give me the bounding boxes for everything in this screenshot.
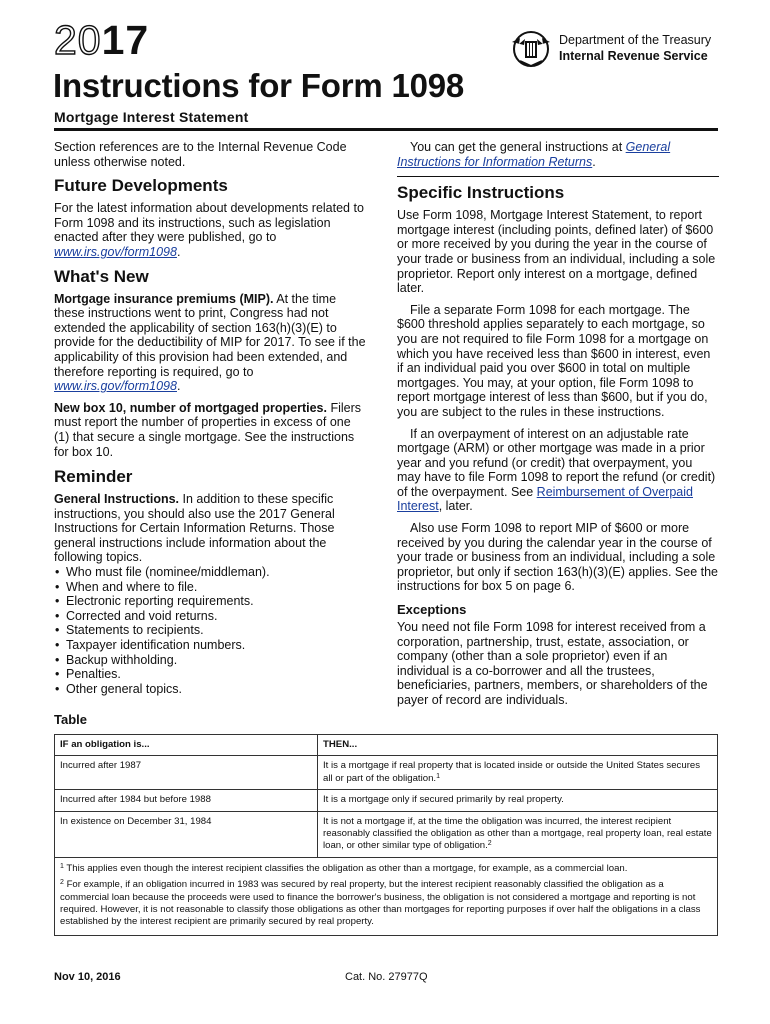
reimbursement-link[interactable]: Reimbursement of Overpaid Interest — [397, 484, 693, 514]
specific-instructions-heading: Specific Instructions — [397, 183, 565, 203]
table-row — [55, 790, 718, 811]
mortgage-table — [54, 734, 718, 936]
general-instructions-ref: You can get the general instructions at General Instructions for Information Returns. — [397, 140, 671, 169]
table-caption: Table — [54, 712, 87, 727]
list-item: • Statements to recipients. — [54, 623, 366, 638]
list-item: • Backup withholding. — [54, 653, 366, 668]
table-cell-result: It is a mortgage if real property that is located inside or outside the United States secures all or part of the obligation.$^1$ — [318, 756, 718, 790]
table-row — [55, 756, 718, 790]
table-cell-condition: Incurred after 1984 but before 1988 — [55, 790, 318, 811]
list-item: • Taxpayer identification numbers. — [54, 638, 366, 653]
specific-p2: File a separate Form 1098 for each mortgage. The $600 threshold applies separately to each mortgage, so you are not required to file Form 1098 for a mortgage on which you have received less than $600 in interest, even if an individual paid you over $600 in total on multiple mortgages. You may, at your option, file Form 1098 to report mortgage interest of less than $600, but if you do, you are subject to the rules in these instructions. — [397, 302, 711, 419]
year-prefix: 20 — [54, 17, 102, 63]
footnote-2: $^2$ For example, if an obligation incurred in 1983 was secured by real property, but the interest recipient reasonably classified the obligation as a commercial loan because the proceeds were used to finance the borrower's business, the obligation is not considered a mortgage and reporting is not required. However, it is not reasonable to classify those obligations as other than mortgages for reporting purposes if over half the obligations in a class established by the interest recipient are primarily secured by real property. — [60, 879, 701, 928]
reminder-heading: Reminder — [54, 467, 133, 487]
table-row — [55, 811, 718, 857]
footnote-ref: 2 — [487, 840, 492, 848]
table-cell-condition: In existence on December 31, 1984 — [55, 811, 318, 857]
year-suffix: 17 — [101, 17, 150, 63]
table-header-row — [55, 735, 718, 756]
revision-date: Nov 10, 2016 — [54, 971, 121, 983]
list-item: • Electronic reporting requirements. — [54, 594, 366, 609]
irs-eagle-logo-icon — [506, 28, 556, 70]
table-cell-condition: Incurred after 1987 — [55, 756, 318, 790]
form-year — [54, 18, 149, 62]
whats-new-heading: What's New — [54, 266, 149, 286]
mip-paragraph: Mortgage insurance premiums (MIP). At the time these instructions went to print, Congress had not extended the applicability of section 163(h)(3)(E) to provide for the deductibility of MIP for 2017. To see if the applicability of this provision had been extended, and therefore reporting is required, go to www.irs.gov/form1098. — [54, 291, 366, 394]
agency-irs: Internal Revenue Service — [559, 49, 708, 63]
agency-block — [559, 32, 711, 64]
specific-p3: If an overpayment of interest on an adjustable rate mortgage (ARM) or other mortgage was made in a prior year and you refund (or credit) that overpayment, you may have to file Form 1098 to report the refund (or credit) of the overpayment. See Reimbursement of Overpaid Interest, later. — [397, 426, 716, 514]
list-item: • Other general topics. — [54, 682, 366, 697]
exceptions-heading: Exceptions — [397, 602, 467, 618]
list-item: • Penalties. — [54, 667, 366, 682]
list-item: • Corrected and void returns. — [54, 609, 366, 624]
header-divider — [54, 128, 718, 131]
list-item: • When and where to file. — [54, 580, 366, 595]
box10-paragraph: New box 10, number of mortgaged properties. Filers must report the number of properties in excess of one (1) that secure a single mortgage. See the instructions for box 10. — [54, 400, 361, 459]
specific-p4: Also use Form 1098 to report MIP of $600 or more received by you during the calendar year in the course of your trade or business from an individual, including a sole proprietor, but only if section 163(h)(3)(E) applies. See the instructions for box 5 on page 6. — [397, 521, 719, 594]
section-divider — [397, 176, 719, 177]
footnote-1: $^1$ This applies even though the interest recipient classifies the obligation as other than a mortgage, for example, as a commercial loan. — [60, 862, 628, 874]
general-instructions-link[interactable]: General Instructions for Information Returns — [397, 140, 671, 169]
general-instructions-paragraph: General Instructions. In addition to these specific instructions, you should also use the 2017 General Instructions for Certain Information Returns. Those general instructions include information about the following topics. — [54, 492, 335, 565]
table-footnotes-row — [55, 857, 718, 935]
page-title: Instructions for Form 1098 — [53, 67, 465, 104]
agency-department: Department of the Treasury — [559, 33, 712, 47]
irs-form1098-link-2[interactable]: www.irs.gov/form1098 — [54, 379, 177, 394]
specific-p1: Use Form 1098, Mortgage Interest Statement, to report mortgage interest (including points, defined later) of $600 or more received by you during the year in the course of your trade or business from an individual, including a sole proprietor. Report only interest on a mortgage, defined later. — [397, 208, 716, 296]
table-footnotes — [55, 857, 718, 935]
table-header-then: THEN... — [318, 735, 718, 756]
table-header-if: IF an obligation is... — [55, 735, 318, 756]
intro-text: Section references are to the Internal Revenue Code unless otherwise noted. — [54, 140, 347, 169]
left-column — [54, 140, 366, 696]
table-cell-result: It is a mortgage only if secured primarily by real property. — [318, 790, 718, 811]
list-item: • Who must file (nominee/middleman). — [54, 565, 366, 580]
footnote-ref: 1 — [436, 772, 440, 780]
page-subtitle: Mortgage Interest Statement — [54, 109, 249, 125]
right-column — [397, 140, 719, 715]
catalog-number: Cat. No. 27977Q — [345, 971, 428, 983]
future-developments-text: For the latest information about developments related to Form 1098 and its instructions, such as legislation enacted after they were published, go to www.irs.gov/form1098. — [54, 201, 364, 259]
exceptions-text: You need not file Form 1098 for interest received from a corporation, partnership, trust, estate, association, or company (other than a sole proprietor) even if an individual is a co-borrower and all the trustees, beneficiaries, partners, members, or shareholders of the payer of record are individuals. — [397, 620, 708, 707]
future-developments-heading: Future Developments — [54, 176, 228, 196]
topics-list — [54, 565, 366, 696]
table-cell-result: It is not a mortgage if, at the time the obligation was incurred, the interest recipient reasonably classified the obligation as other than a mortgage, real property loan, real estate loan, or other similar type of obligation.$^2$ — [318, 811, 718, 857]
irs-form1098-link[interactable]: www.irs.gov/form1098 — [54, 244, 177, 259]
